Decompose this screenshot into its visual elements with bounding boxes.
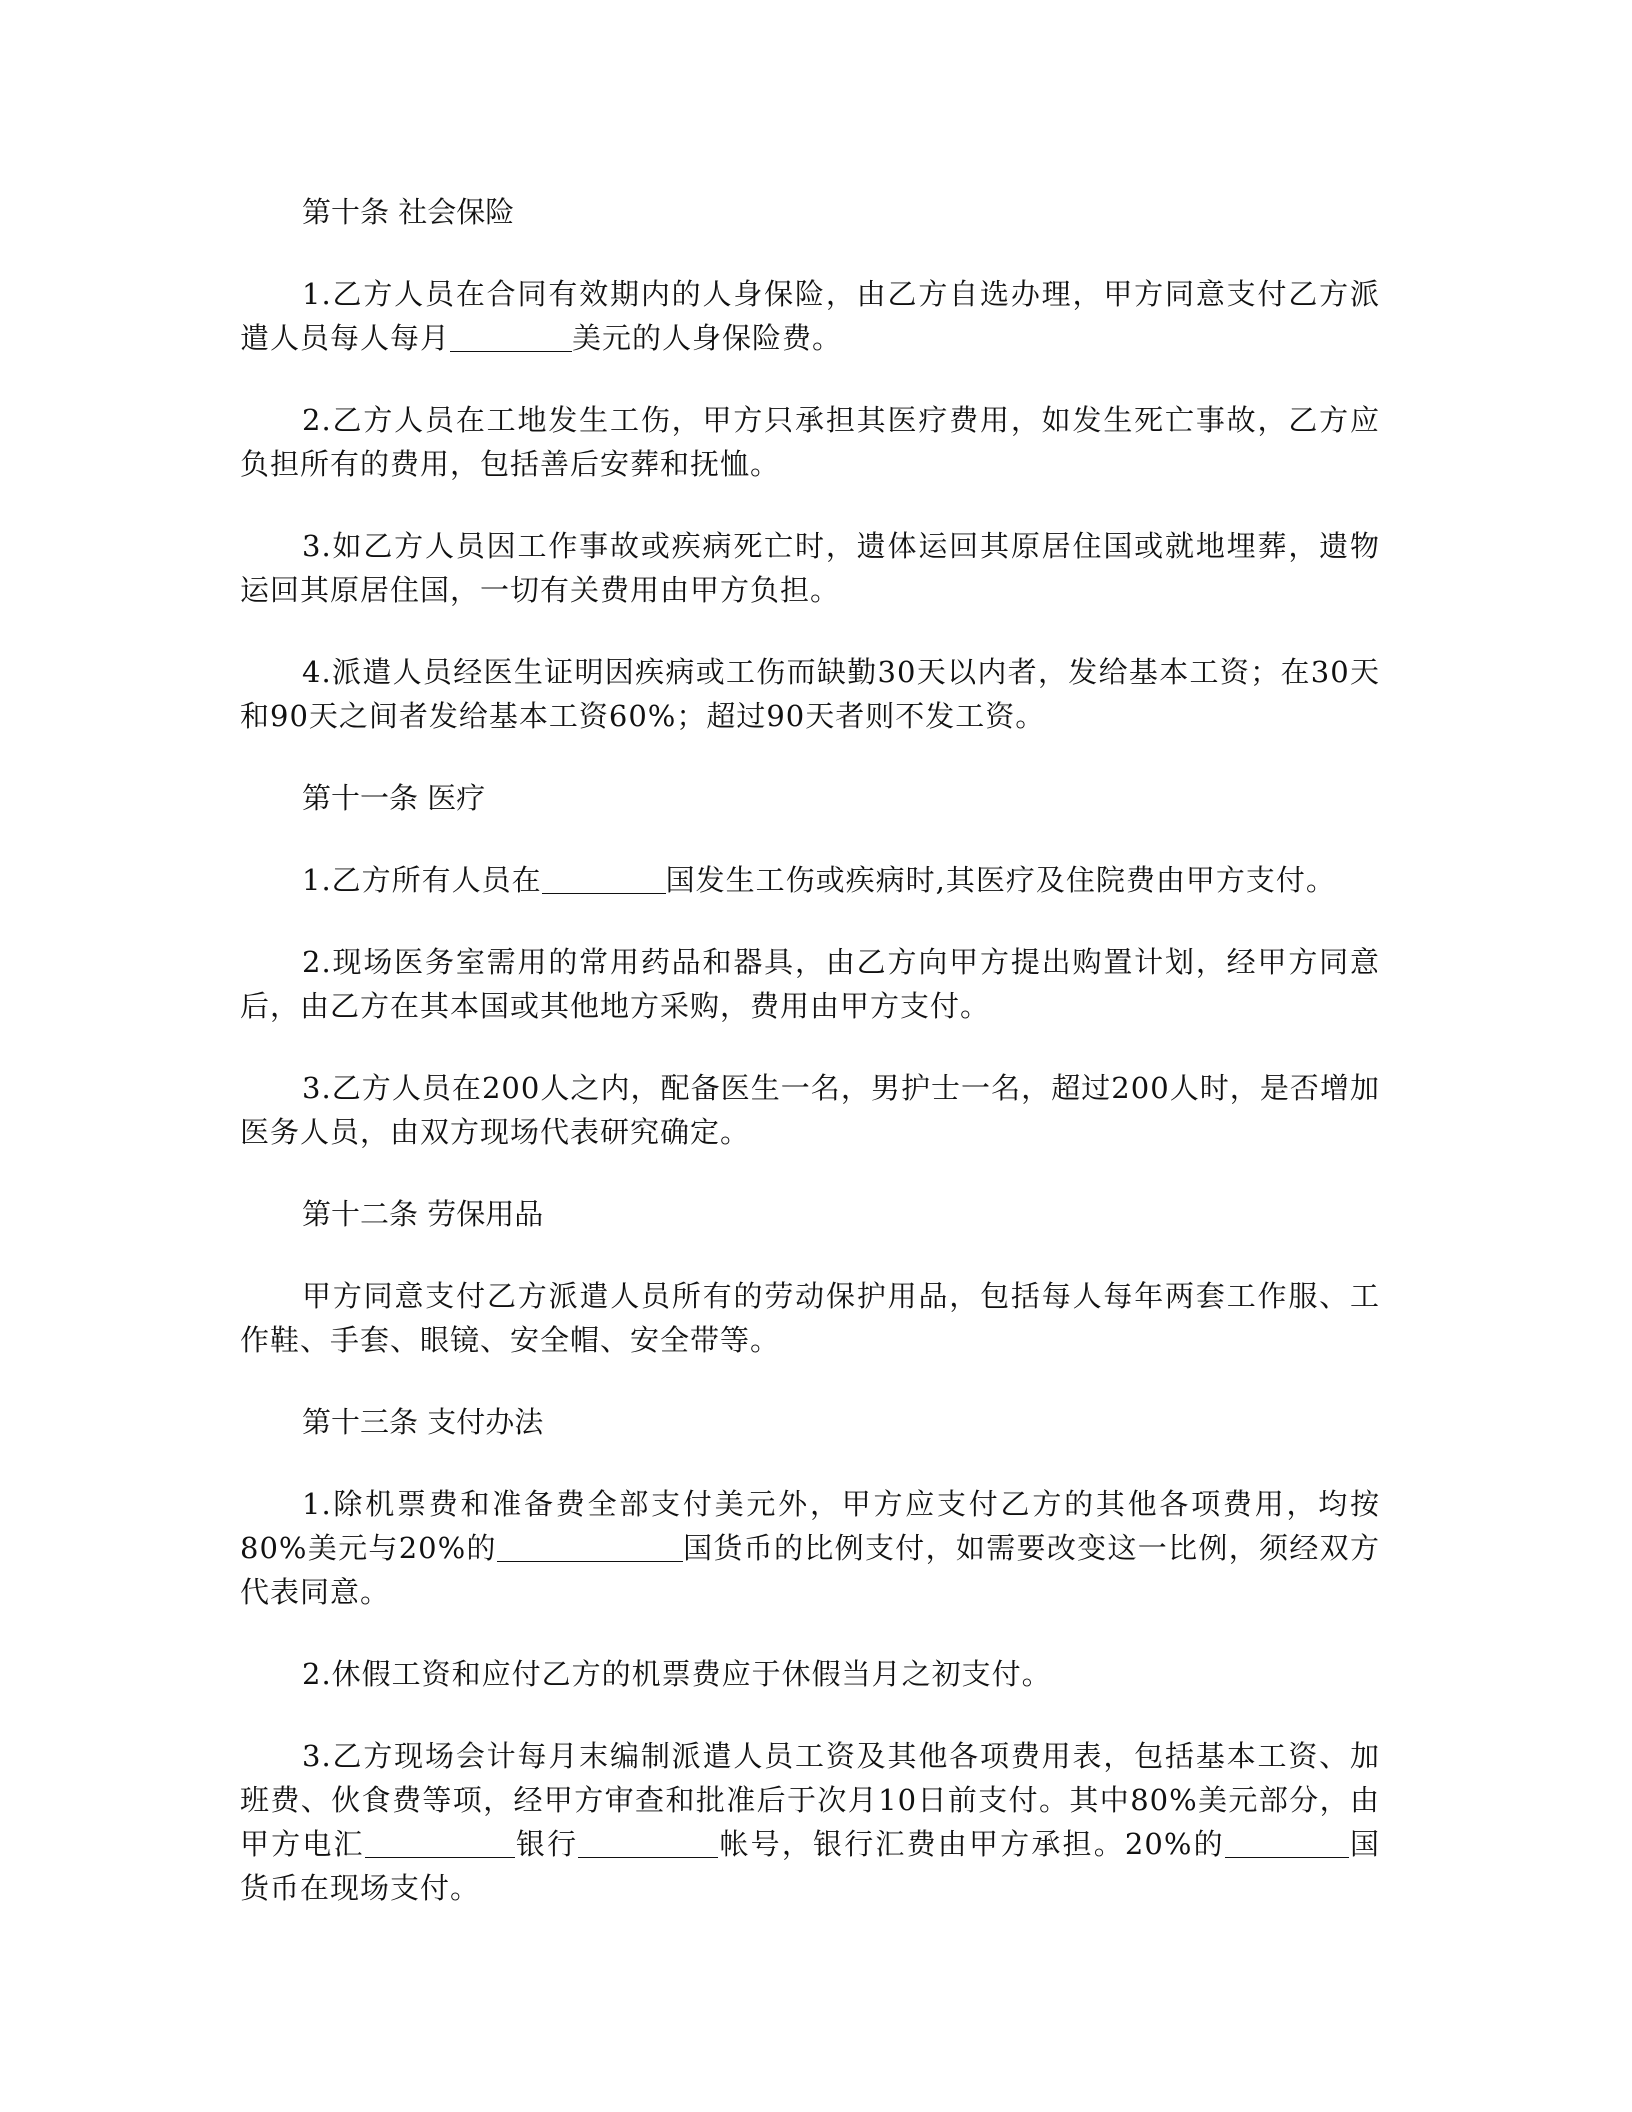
article-11-clause-3: 3.乙方人员在200人之内，配备医生一名，男护士一名，超过200人时，是否增加医务人员，由双方现场代表研究确定。 (240, 1071, 1380, 1149)
article-11-clause-2: 2.现场医务室需用的常用药品和器具，由乙方向甲方提出购置计划，经甲方同意后，由乙方在其本国或其他地方采购，费用由甲方支付。 (240, 945, 1380, 1023)
blank-country (542, 863, 666, 894)
article-13-clause-3 (240, 1734, 1380, 1910)
article-12-clause-1: 甲方同意支付乙方派遣人员所有的劳动保护用品，包括每人每年两套工作服、工作鞋、手套、眼镜、安全帽、安全带等。 (240, 1279, 1380, 1357)
article-11-clause-1 (240, 858, 1380, 902)
article-12-heading: 第十二条 劳保用品 (302, 1197, 544, 1231)
clause-text: 3.乙方现场会计每月末编制派遣人员工资及其他各项费用表，包括基本工资、加班费、伙食费等项，经甲方审查和批准后于次月10日前支付。其中80%美元部分，由甲方电汇 (240, 1739, 1380, 1861)
article-10-clause-3: 3.如乙方人员因工作事故或疾病死亡时，遗体运回其原居住国或就地埋葬，遗物运回其原居住国，一切有关费用由甲方负担。 (240, 529, 1380, 607)
article-10-clause-4: 4.派遣人员经医生证明因疾病或工伤而缺勤30天以内者，发给基本工资；在30天和90天之间者发给基本工资60%；超过90天者则不发工资。 (240, 655, 1380, 733)
document-page (240, 190, 1380, 1948)
article-13-clause-2: 2.休假工资和应付乙方的机票费应于休假当月之初支付。 (302, 1657, 1052, 1691)
article-10-clause-1 (240, 272, 1380, 360)
blank-local-currency-country (1225, 1827, 1349, 1858)
clause-text: 1.除机票费和准备费全部支付美元外，甲方应支付乙方的其他各项费用，均按80%美元与20%的 (240, 1487, 1380, 1565)
article-10-clause-2: 2.乙方人员在工地发生工伤，甲方只承担其医疗费用，如发生死亡事故，乙方应负担所有的费用，包括善后安葬和抚恤。 (240, 403, 1380, 481)
clause-text: 银行 (514, 1827, 579, 1861)
blank-insurance-amount (450, 321, 572, 352)
clause-text: 1.乙方所有人员在 (302, 863, 542, 897)
clause-text: 国货币的比例支付，如需要改变这一比例，须经双方代表同意。 (240, 1531, 1380, 1609)
blank-bank-name (365, 1827, 515, 1858)
clause-text: 国发生工伤或疾病时,其医疗及住院费由甲方支付。 (665, 863, 1336, 897)
article-10-heading: 第十条 社会保险 (302, 195, 515, 229)
clause-text: 帐号，银行汇费由甲方承担。20%的 (718, 1827, 1225, 1861)
blank-account-number (578, 1827, 718, 1858)
clause-text: 1.乙方人员在合同有效期内的人身保险，由乙方自选办理，甲方同意支付乙方派遣人员每人每月 (240, 277, 1380, 355)
article-13-clause-1 (240, 1482, 1380, 1614)
blank-currency-country (497, 1531, 683, 1562)
article-11-heading: 第十一条 医疗 (302, 781, 486, 815)
clause-text: 美元的人身保险费。 (572, 321, 843, 355)
article-13-heading: 第十三条 支付办法 (302, 1405, 544, 1439)
clause-text: 国货币在现场支付。 (240, 1827, 1380, 1905)
